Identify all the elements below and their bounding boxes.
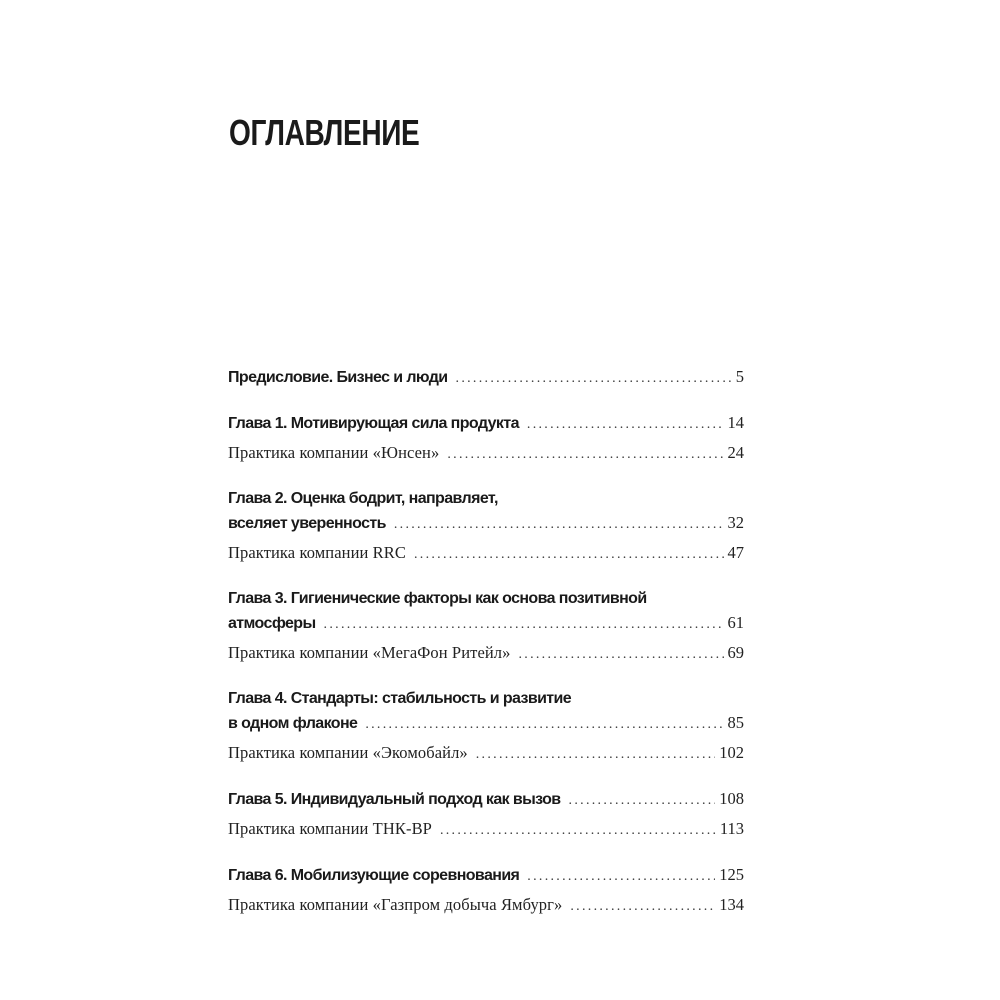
page-number: 61 bbox=[727, 613, 744, 632]
toc-line bbox=[228, 784, 744, 814]
toc-chapter-entry bbox=[228, 860, 744, 890]
page-number: 47 bbox=[727, 543, 744, 562]
chapter-title: атмосферы bbox=[228, 615, 316, 632]
toc-line bbox=[228, 860, 744, 890]
dot-leader bbox=[518, 640, 723, 670]
dot-leader bbox=[414, 540, 724, 570]
toc-line bbox=[228, 408, 744, 438]
table-of-contents bbox=[228, 362, 744, 920]
page-number: 125 bbox=[719, 865, 744, 884]
practice-title: Практика компании «Экомобайл» bbox=[228, 743, 468, 762]
toc-line bbox=[228, 638, 744, 668]
toc-chapter-entry bbox=[228, 362, 744, 392]
toc-line bbox=[228, 538, 744, 568]
toc-chapter-entry bbox=[228, 408, 744, 438]
toc-line bbox=[228, 890, 744, 920]
dot-leader bbox=[527, 410, 724, 440]
dot-leader bbox=[527, 862, 715, 892]
toc-chapter-entry bbox=[228, 684, 744, 738]
toc-practice-entry bbox=[228, 638, 744, 668]
practice-title: Практика компании «Газпром добыча Ямбург» bbox=[228, 895, 563, 914]
dot-leader bbox=[365, 710, 723, 740]
toc-chapter-entry bbox=[228, 784, 744, 814]
toc-chapter-entry bbox=[228, 584, 744, 638]
toc-line bbox=[228, 738, 744, 768]
practice-title: Практика компании «Юнсен» bbox=[228, 443, 440, 462]
toc-practice-entry bbox=[228, 814, 744, 844]
toc-line bbox=[228, 508, 744, 538]
dot-leader bbox=[456, 364, 732, 394]
toc-line bbox=[228, 708, 744, 738]
page-number: 85 bbox=[727, 713, 744, 732]
page-title: ОГЛАВЛЕНИЕ bbox=[229, 112, 420, 153]
page-number: 69 bbox=[727, 643, 744, 662]
dot-leader bbox=[394, 510, 724, 540]
chapter-title: вселяет уверенность bbox=[228, 515, 386, 532]
chapter-title: Глава 2. Оценка бодрит, направляет, bbox=[228, 490, 498, 507]
chapter-title: Глава 1. Мотивирующая сила продукта bbox=[228, 415, 519, 432]
chapter-title: в одном флаконе bbox=[228, 715, 358, 732]
dot-leader bbox=[570, 892, 715, 922]
dot-leader bbox=[440, 816, 716, 846]
toc-line bbox=[228, 608, 744, 638]
page-number: 24 bbox=[727, 443, 744, 462]
page-number: 102 bbox=[719, 743, 744, 762]
toc-practice-entry bbox=[228, 890, 744, 920]
page-number: 113 bbox=[719, 819, 744, 838]
page-number: 108 bbox=[719, 789, 744, 808]
chapter-title: Глава 3. Гигиенические факторы как основа позитивной bbox=[228, 590, 647, 607]
toc-practice-entry bbox=[228, 738, 744, 768]
practice-title: Практика компании «МегаФон Ритейл» bbox=[228, 643, 511, 662]
chapter-title: Глава 6. Мобилизующие соревнования bbox=[228, 867, 520, 884]
dot-leader bbox=[447, 440, 723, 470]
toc-chapter-entry bbox=[228, 484, 744, 538]
page-number: 32 bbox=[727, 513, 744, 532]
toc-practice-entry bbox=[228, 438, 744, 468]
chapter-title: Глава 4. Стандарты: стабильность и развитие bbox=[228, 690, 572, 707]
toc-line bbox=[228, 814, 744, 844]
dot-leader bbox=[476, 740, 716, 770]
dot-leader bbox=[569, 786, 716, 816]
toc-line bbox=[228, 438, 744, 468]
page-number: 134 bbox=[719, 895, 744, 914]
practice-title: Практика компании RRC bbox=[228, 543, 406, 562]
page-number: 5 bbox=[735, 367, 744, 386]
chapter-title: Глава 5. Индивидуальный подход как вызов bbox=[228, 791, 561, 808]
practice-title: Практика компании ТНК-BP bbox=[228, 819, 432, 838]
toc-line bbox=[228, 362, 744, 392]
chapter-title: Предисловие. Бизнес и люди bbox=[228, 369, 448, 386]
toc-practice-entry bbox=[228, 538, 744, 568]
dot-leader bbox=[324, 610, 724, 640]
page-number: 14 bbox=[727, 413, 744, 432]
